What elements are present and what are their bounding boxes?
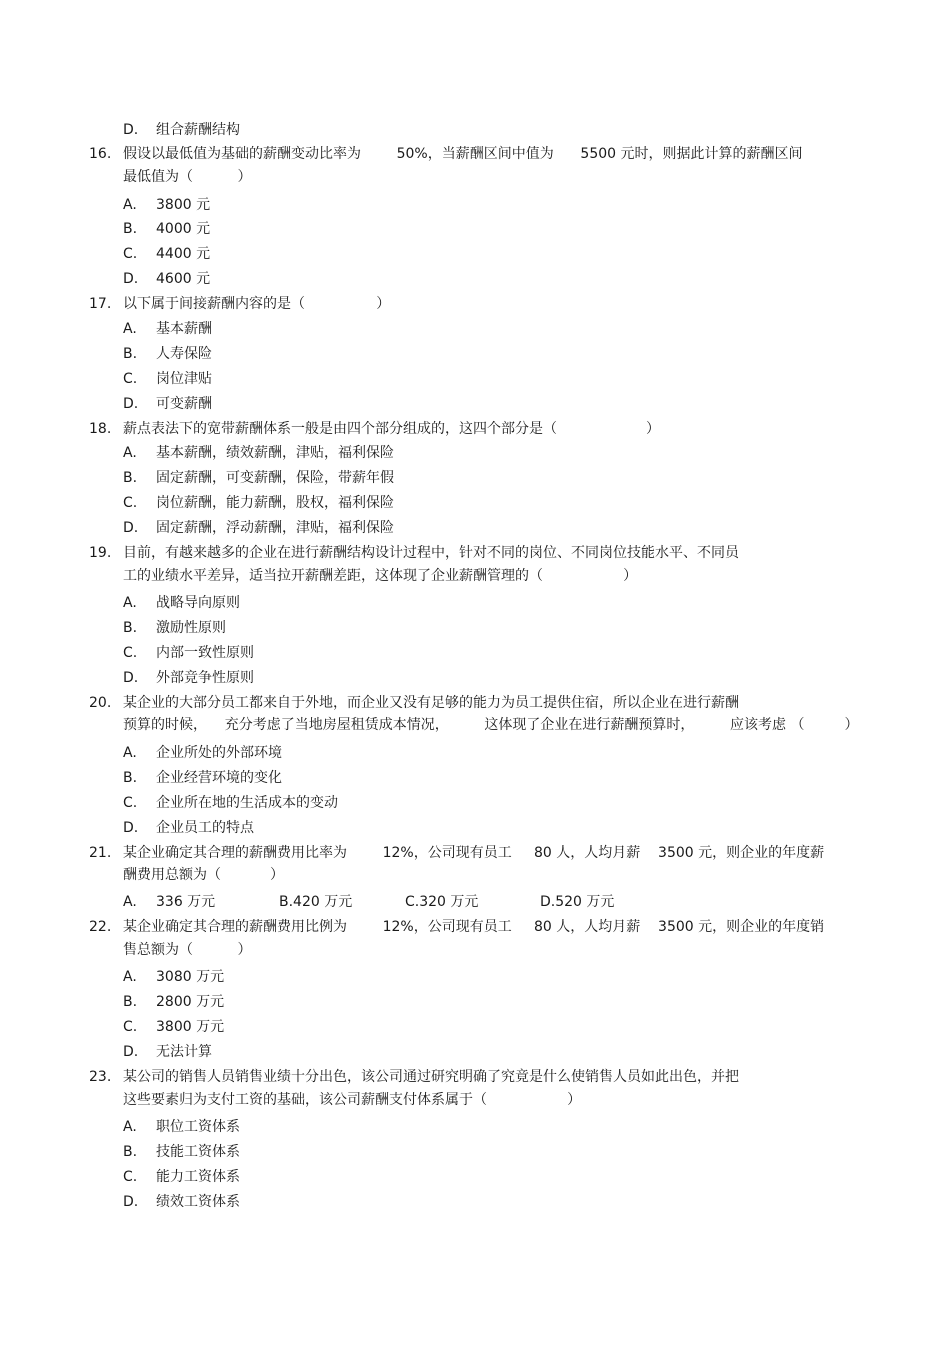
option-text: 可变薪酬 bbox=[156, 396, 212, 412]
option-letter: A. bbox=[123, 1119, 137, 1135]
option-text: 固定薪酬，可变薪酬，保险，带薪年假 bbox=[156, 470, 394, 486]
question-text: 某企业确定其合理的薪酬费用比率为 12%，公司现有员工 80 人，人均月薪 3500 元，则企业的年度薪 bbox=[123, 845, 825, 861]
option-text: 组合薪酬结构 bbox=[156, 122, 240, 138]
option-text: 企业所在地的生活成本的变动 bbox=[156, 795, 338, 811]
question-text: 最低值为（ ） bbox=[123, 169, 252, 185]
question-number: 22. bbox=[89, 919, 112, 935]
question-number: 16. bbox=[89, 146, 112, 162]
question-number: 19. bbox=[89, 545, 112, 561]
option-letter: A. bbox=[123, 197, 137, 213]
option-text: 外部竞争性原则 bbox=[156, 670, 254, 686]
option-text: 4400 元 bbox=[156, 246, 211, 262]
question-text: 薪点表法下的宽带薪酬体系一般是由四个部分组成的，这四个部分是（ ） bbox=[123, 421, 661, 437]
question-text: 酬费用总额为（ ） bbox=[123, 867, 284, 883]
option-letter: B. bbox=[123, 1144, 138, 1160]
question-text: 这些要素归为支付工资的基础，该公司薪酬支付体系属于（ ） bbox=[123, 1092, 582, 1108]
option-text: 基本薪酬 bbox=[156, 321, 212, 337]
question-number: 17. bbox=[89, 296, 112, 312]
option-text: 能力工资体系 bbox=[156, 1169, 240, 1185]
option-letter: B. bbox=[123, 346, 138, 362]
option-text: 企业所处的外部环境 bbox=[156, 745, 282, 761]
option-text: 4000 元 bbox=[156, 221, 211, 237]
question-text: 目前，有越来越多的企业在进行薪酬结构设计过程中，针对不同的岗位、不同岗位技能水平、不同员 bbox=[123, 545, 739, 561]
option-text: 岗位津贴 bbox=[156, 371, 212, 387]
option-text: 基本薪酬，绩效薪酬，津贴，福利保险 bbox=[156, 445, 394, 461]
option-letter: B. bbox=[123, 470, 138, 486]
option-letter: A. bbox=[123, 321, 137, 337]
option-letter: D. bbox=[123, 122, 139, 138]
option-letter: D. bbox=[123, 1044, 139, 1060]
question-number: 23. bbox=[89, 1069, 112, 1085]
option-text: B.420 万元 bbox=[279, 894, 353, 910]
option-letter: C. bbox=[123, 795, 138, 811]
option-letter: C. bbox=[123, 246, 138, 262]
option-letter: A. bbox=[123, 445, 137, 461]
option-letter: C. bbox=[123, 371, 138, 387]
option-text: 3080 万元 bbox=[156, 969, 225, 985]
option-text: 内部一致性原则 bbox=[156, 645, 254, 661]
option-letter: B. bbox=[123, 620, 138, 636]
question-text: 某公司的销售人员销售业绩十分出色，该公司通过研究明确了究竟是什么使销售人员如此出色，并把 bbox=[123, 1069, 739, 1085]
question-text: 某企业的大部分员工都来自于外地，而企业又没有足够的能力为员工提供住宿，所以企业在进行薪酬 bbox=[123, 695, 739, 711]
option-letter: D. bbox=[123, 271, 139, 287]
question-text: 预算的时候， 充分考虑了当地房屋租赁成本情况， 这体现了企业在进行薪酬预算时， 应该考虑 （ ） bbox=[123, 717, 859, 733]
question-text: 售总额为（ ） bbox=[123, 942, 252, 958]
option-letter: D. bbox=[123, 670, 139, 686]
option-text: 企业员工的特点 bbox=[156, 820, 254, 836]
option-text: 无法计算 bbox=[156, 1044, 212, 1060]
option-letter: D. bbox=[123, 1194, 139, 1210]
option-text: 固定薪酬，浮动薪酬，津贴，福利保险 bbox=[156, 520, 394, 536]
question-text: 某企业确定其合理的薪酬费用比例为 12%，公司现有员工 80 人，人均月薪 3500 元，则企业的年度销 bbox=[123, 919, 825, 935]
option-text: 技能工资体系 bbox=[156, 1144, 240, 1160]
question-number: 18. bbox=[89, 421, 112, 437]
option-text: 职位工资体系 bbox=[156, 1119, 240, 1135]
option-letter: C. bbox=[123, 1169, 138, 1185]
option-letter: D. bbox=[123, 520, 139, 536]
option-text: 2800 万元 bbox=[156, 994, 225, 1010]
option-letter: C. bbox=[123, 1019, 138, 1035]
option-letter: A. bbox=[123, 745, 137, 761]
option-letter: B. bbox=[123, 994, 138, 1010]
option-letter: A. bbox=[123, 595, 137, 611]
option-letter: B. bbox=[123, 221, 138, 237]
question-text: 工的业绩水平差异，适当拉开薪酬差距，这体现了企业薪酬管理的（ ） bbox=[123, 568, 638, 584]
question-text: 以下属于间接薪酬内容的是（ ） bbox=[123, 296, 391, 312]
option-letter: B. bbox=[123, 770, 138, 786]
option-letter: A. bbox=[123, 969, 137, 985]
option-text: 336 万元 bbox=[156, 894, 216, 910]
option-text: 绩效工资体系 bbox=[156, 1194, 240, 1210]
option-text: 4600 元 bbox=[156, 271, 211, 287]
option-letter: C. bbox=[123, 495, 138, 511]
question-number: 20. bbox=[89, 695, 112, 711]
option-text: 人寿保险 bbox=[156, 346, 212, 362]
option-text: 岗位薪酬，能力薪酬，股权，福利保险 bbox=[156, 495, 394, 511]
option-text: D.520 万元 bbox=[540, 894, 615, 910]
option-text: 激励性原则 bbox=[156, 620, 226, 636]
option-text: 3800 万元 bbox=[156, 1019, 225, 1035]
option-letter: C. bbox=[123, 645, 138, 661]
option-letter: D. bbox=[123, 820, 139, 836]
option-text: 企业经营环境的变化 bbox=[156, 770, 282, 786]
option-letter: D. bbox=[123, 396, 139, 412]
option-text: 战略导向原则 bbox=[156, 595, 240, 611]
question-text: 假设以最低值为基础的薪酬变动比率为 50%，当薪酬区间中值为 5500 元时，则据此计算的薪酬区间 bbox=[123, 146, 803, 162]
option-text: C.320 万元 bbox=[405, 894, 479, 910]
option-text: 3800 元 bbox=[156, 197, 211, 213]
question-number: 21. bbox=[89, 845, 112, 861]
option-letter: A. bbox=[123, 894, 137, 910]
